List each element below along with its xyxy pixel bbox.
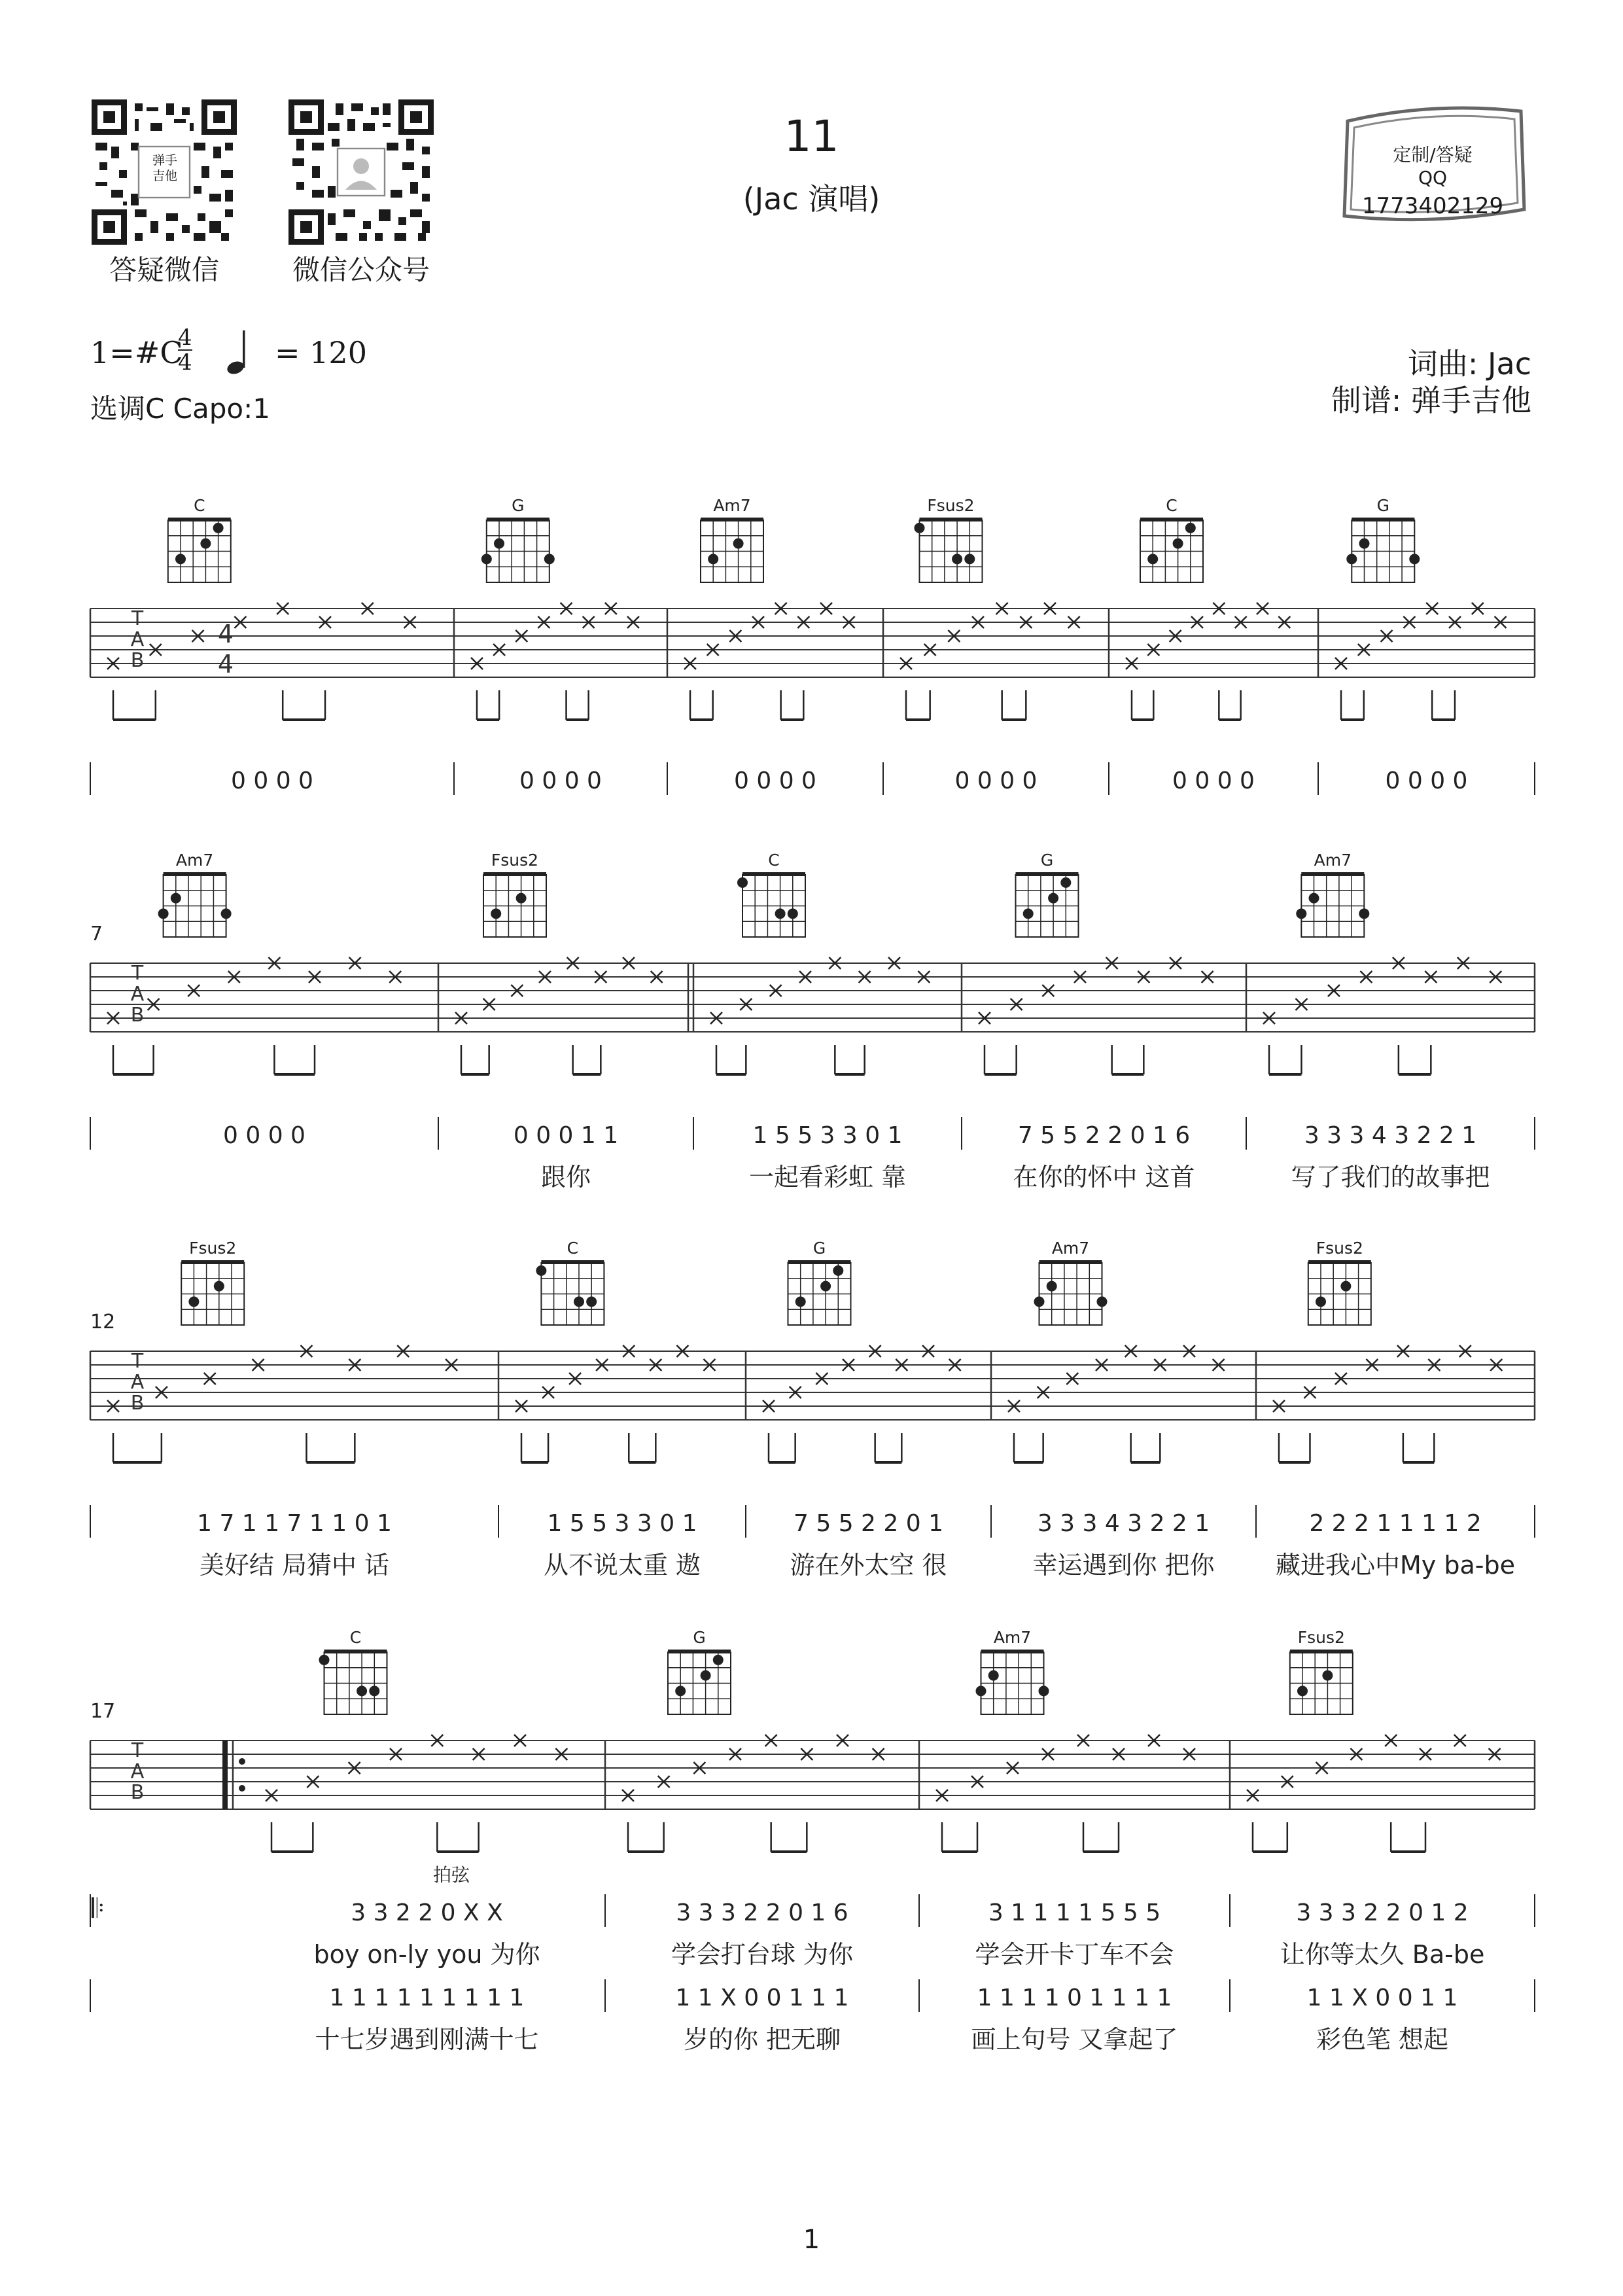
chord-diagram-dot bbox=[481, 554, 492, 564]
lyric-text: 学会开卡丁车不会 bbox=[975, 1940, 1174, 1969]
tab-letter: T bbox=[131, 1739, 144, 1762]
lyric-text-second: 画上句号 又拿起了 bbox=[971, 2025, 1178, 2054]
repeat-dot bbox=[239, 1758, 245, 1765]
chord-diagram-nut bbox=[541, 1260, 604, 1264]
jianpu-notes: 1 5 5 3 3 0 1 bbox=[547, 1510, 697, 1537]
chord-diagram-nut bbox=[1140, 518, 1203, 521]
lyric-text-second: 岁的你 把无聊 bbox=[683, 2025, 841, 2054]
chord-diagram-dot bbox=[1039, 1686, 1049, 1696]
chord-diagram-dot bbox=[188, 1296, 199, 1307]
jianpu-notes: 0 0 0 0 bbox=[1172, 768, 1255, 794]
chord-diagram-dot bbox=[213, 523, 224, 533]
chord-diagram-nut bbox=[1352, 518, 1414, 521]
chord-diagram-dot bbox=[701, 1670, 711, 1681]
stamp-line-3: 1773402129 bbox=[1361, 193, 1504, 219]
chord-diagram-nut bbox=[1301, 872, 1364, 876]
chord-name: C bbox=[194, 496, 205, 515]
chord-diagram-dot bbox=[1409, 554, 1420, 564]
jianpu-notes: 7 5 5 2 2 0 1 bbox=[794, 1510, 943, 1537]
chord-diagram-dot bbox=[1322, 1670, 1333, 1681]
chord-diagram-dot bbox=[491, 908, 501, 919]
lyric-text-second: 十七岁遇到刚满十七 bbox=[315, 2025, 539, 2054]
repeat-sign-jianpu: 𝄆 bbox=[92, 1894, 105, 1924]
lyric-text: 游在外太空 很 bbox=[790, 1551, 947, 1580]
lyric-text: 在你的怀中 这首 bbox=[1013, 1163, 1195, 1192]
chord-diagram-dot bbox=[952, 554, 962, 564]
tab-letter: A bbox=[130, 1760, 145, 1783]
lyric-text: 藏进我心中My ba-be bbox=[1276, 1551, 1515, 1580]
chord-diagram-nut bbox=[168, 518, 231, 521]
song-title: 11 bbox=[784, 111, 839, 162]
chord-diagram-nut bbox=[788, 1260, 851, 1264]
tab-letter: A bbox=[130, 1371, 145, 1394]
chord-diagram-dot bbox=[675, 1686, 686, 1696]
chord-diagram-dot bbox=[494, 539, 504, 549]
chord-diagram-nut bbox=[164, 872, 226, 876]
chord-name: G bbox=[812, 1239, 826, 1258]
chord-diagram-nut bbox=[981, 1650, 1044, 1653]
jianpu-notes: 3 3 3 2 2 0 1 2 bbox=[1296, 1899, 1469, 1926]
tab-letter: T bbox=[131, 1350, 144, 1373]
chord-diagram-dot bbox=[795, 1296, 806, 1307]
chord-diagram-dot bbox=[1346, 554, 1357, 564]
chord-diagram-dot bbox=[1047, 1281, 1057, 1292]
chord-diagram-dot bbox=[737, 877, 748, 888]
chord-name: C bbox=[349, 1628, 362, 1647]
qr-label-official-account: 微信公众号 bbox=[292, 254, 430, 286]
chord-diagram-dot bbox=[1023, 908, 1034, 919]
chord-name: Am7 bbox=[1051, 1239, 1090, 1258]
measure-number: 7 bbox=[90, 923, 103, 945]
jianpu-notes: 7 5 5 2 2 0 1 6 bbox=[1017, 1122, 1191, 1149]
lyric-text: boy on-ly you 为你 bbox=[313, 1940, 540, 1969]
repeat-bar-thick bbox=[222, 1740, 228, 1809]
chord-name: Fsus2 bbox=[1297, 1628, 1345, 1647]
chord-name: Am7 bbox=[713, 496, 751, 515]
jianpu-notes: 3 3 3 4 3 2 2 1 bbox=[1037, 1510, 1210, 1537]
chord-diagram-dot bbox=[171, 893, 181, 904]
chord-diagram-dot bbox=[833, 1265, 843, 1276]
chord-diagram-nut bbox=[742, 872, 805, 876]
arranger: 制谱: 弹手吉他 bbox=[1331, 383, 1531, 418]
chord-diagram-dot bbox=[713, 1655, 724, 1665]
page-number: 1 bbox=[803, 2225, 820, 2255]
chord-diagram-dot bbox=[1185, 523, 1196, 533]
lyricist: 词曲: Jac bbox=[1407, 346, 1531, 381]
chord-diagram-dot bbox=[536, 1265, 546, 1276]
stamp-line-1: 定制/答疑 bbox=[1393, 144, 1473, 166]
lyric-text: 写了我们的故事把 bbox=[1291, 1163, 1490, 1192]
chord-diagram-dot bbox=[1359, 908, 1369, 919]
tab-letter: B bbox=[130, 1781, 145, 1804]
chord-diagram-dot bbox=[1309, 893, 1319, 904]
jianpu-notes: 0 0 0 0 bbox=[734, 768, 816, 794]
key-text: 1=#C bbox=[90, 335, 183, 370]
jianpu-notes-second: 1 1 X 0 0 1 1 bbox=[1306, 1985, 1458, 2011]
tab-time-top: 4 bbox=[217, 620, 234, 648]
chord-diagram-dot bbox=[214, 1281, 224, 1292]
lyric-text: 跟你 bbox=[540, 1163, 591, 1192]
jianpu-notes-second: 1 1 X 0 0 1 1 1 bbox=[675, 1985, 849, 2011]
chord-diagram-nut bbox=[701, 518, 763, 521]
jianpu-notes: 0 0 0 0 bbox=[223, 1122, 305, 1149]
chord-diagram-nut bbox=[1016, 872, 1079, 876]
chord-diagram-dot bbox=[1048, 893, 1058, 904]
chord-name: C bbox=[567, 1239, 579, 1258]
chord-name: G bbox=[1040, 851, 1054, 870]
chord-diagram-dot bbox=[988, 1670, 999, 1681]
song-subtitle: (Jac 演唱) bbox=[742, 181, 881, 217]
chord-diagram-dot bbox=[158, 908, 169, 919]
chord-name: G bbox=[512, 496, 525, 515]
chord-diagram-dot bbox=[733, 539, 744, 549]
jianpu-notes: 2 2 2 1 1 1 1 2 bbox=[1309, 1510, 1482, 1537]
chord-diagram-dot bbox=[319, 1655, 330, 1665]
capo-info: 选调C Capo:1 bbox=[90, 393, 270, 425]
chord-diagram-dot bbox=[1297, 1686, 1308, 1696]
tab-time-bottom: 4 bbox=[217, 650, 234, 679]
chord-diagram-dot bbox=[775, 908, 786, 919]
tab-letter: T bbox=[131, 962, 144, 985]
chord-diagram-dot bbox=[1340, 1281, 1351, 1292]
jianpu-notes: 0 0 0 0 bbox=[519, 768, 602, 794]
jianpu-notes: 3 1 1 1 1 5 5 5 bbox=[988, 1899, 1161, 1926]
lyric-text: 学会打台球 为你 bbox=[671, 1940, 854, 1969]
chord-diagram-dot bbox=[1097, 1296, 1108, 1307]
slap-annotation: 拍弦 bbox=[432, 1864, 470, 1886]
tab-letter: A bbox=[130, 628, 145, 651]
lyric-text: 幸运遇到你 把你 bbox=[1032, 1551, 1215, 1580]
tempo: = 120 bbox=[275, 335, 367, 370]
chord-name: Fsus2 bbox=[927, 496, 975, 515]
chord-diagram-dot bbox=[976, 1686, 986, 1696]
chord-name: Am7 bbox=[993, 1628, 1032, 1647]
jianpu-notes: 3 3 3 4 3 2 2 1 bbox=[1304, 1122, 1477, 1149]
chord-diagram-nut bbox=[181, 1260, 244, 1264]
chord-diagram-dot bbox=[820, 1281, 831, 1292]
chord-name: Fsus2 bbox=[491, 851, 539, 870]
chord-diagram-dot bbox=[1359, 539, 1370, 549]
jianpu-notes-second: 1 1 1 1 0 1 1 1 1 bbox=[977, 1985, 1172, 2011]
measure-number: 17 bbox=[90, 1700, 116, 1723]
chord-diagram-nut bbox=[487, 518, 550, 521]
chord-name: Fsus2 bbox=[1316, 1239, 1363, 1258]
jianpu-notes: 3 3 2 2 0 X X bbox=[351, 1899, 503, 1926]
tab-letter: T bbox=[131, 607, 144, 630]
time-top: 4 bbox=[178, 325, 192, 351]
lyric-text-second: 彩色笔 想起 bbox=[1316, 2025, 1449, 2054]
chord-diagram-nut bbox=[1290, 1650, 1353, 1653]
chord-diagram-dot bbox=[1060, 877, 1071, 888]
chord-diagram-dot bbox=[516, 893, 527, 904]
chord-diagram-dot bbox=[1296, 908, 1306, 919]
jianpu-notes: 0 0 0 1 1 bbox=[513, 1122, 619, 1149]
chord-diagram-dot bbox=[221, 908, 232, 919]
time-bottom: 4 bbox=[178, 349, 192, 376]
lyric-text: 从不说太重 遨 bbox=[543, 1551, 701, 1580]
jianpu-notes: 1 5 5 3 3 0 1 bbox=[752, 1122, 903, 1149]
chord-diagram-dot bbox=[1316, 1296, 1326, 1307]
chord-diagram-dot bbox=[788, 908, 798, 919]
chord-diagram-dot bbox=[586, 1296, 597, 1307]
chord-diagram-dot bbox=[200, 539, 211, 549]
chord-diagram-nut bbox=[920, 518, 983, 521]
chord-diagram-dot bbox=[175, 554, 186, 564]
chord-diagram-dot bbox=[1034, 1296, 1045, 1307]
qr-center-logo-text: 弹手 吉他 bbox=[152, 153, 177, 183]
tab-letter: B bbox=[130, 1392, 145, 1415]
chord-diagram-nut bbox=[1308, 1260, 1371, 1264]
chord-diagram-nut bbox=[324, 1650, 387, 1653]
chord-diagram-dot bbox=[357, 1686, 367, 1696]
lyric-text: 一起看彩虹 靠 bbox=[748, 1163, 907, 1192]
chord-diagram-nut bbox=[483, 872, 546, 876]
chord-diagram-dot bbox=[544, 554, 555, 564]
jianpu-notes: 0 0 0 0 bbox=[231, 768, 313, 794]
chord-diagram-nut bbox=[1039, 1260, 1102, 1264]
tab-letter: A bbox=[130, 983, 145, 1006]
jianpu-notes: 0 0 0 0 bbox=[954, 768, 1038, 794]
chord-diagram-dot bbox=[1147, 554, 1158, 564]
chord-diagram-dot bbox=[369, 1686, 379, 1696]
chord-diagram-dot bbox=[708, 554, 718, 564]
chord-diagram-nut bbox=[668, 1650, 731, 1653]
chord-diagram-dot bbox=[964, 554, 975, 564]
tab-letter: B bbox=[130, 1004, 145, 1027]
jianpu-notes: 0 0 0 0 bbox=[1385, 768, 1468, 794]
jianpu-notes: 3 3 3 2 2 0 1 6 bbox=[676, 1899, 848, 1926]
jianpu-notes: 1 7 1 1 7 1 1 0 1 bbox=[197, 1510, 392, 1537]
chord-name: C bbox=[768, 851, 780, 870]
measure-number: 12 bbox=[90, 1311, 116, 1333]
chord-diagram-dot bbox=[1173, 539, 1183, 549]
lyric-text: 让你等太久 Ba-be bbox=[1280, 1940, 1485, 1969]
chord-name: Fsus2 bbox=[189, 1239, 237, 1258]
chord-name: G bbox=[1376, 496, 1389, 515]
qr-label-answer-wechat: 答疑微信 bbox=[109, 254, 219, 286]
tab-letter: B bbox=[130, 649, 145, 672]
lyric-text: 美好结 局猜中 话 bbox=[199, 1551, 390, 1580]
chord-name: C bbox=[1166, 496, 1178, 515]
chord-name: Am7 bbox=[1314, 851, 1352, 870]
chord-diagram-dot bbox=[915, 523, 925, 533]
chord-name: G bbox=[693, 1628, 706, 1647]
repeat-dot bbox=[239, 1785, 245, 1792]
jianpu-notes-second: 1 1 1 1 1 1 1 1 1 bbox=[329, 1985, 525, 2011]
stamp-line-2: QQ bbox=[1418, 167, 1448, 188]
chord-diagram-dot bbox=[574, 1296, 584, 1307]
chord-name: Am7 bbox=[175, 851, 214, 870]
